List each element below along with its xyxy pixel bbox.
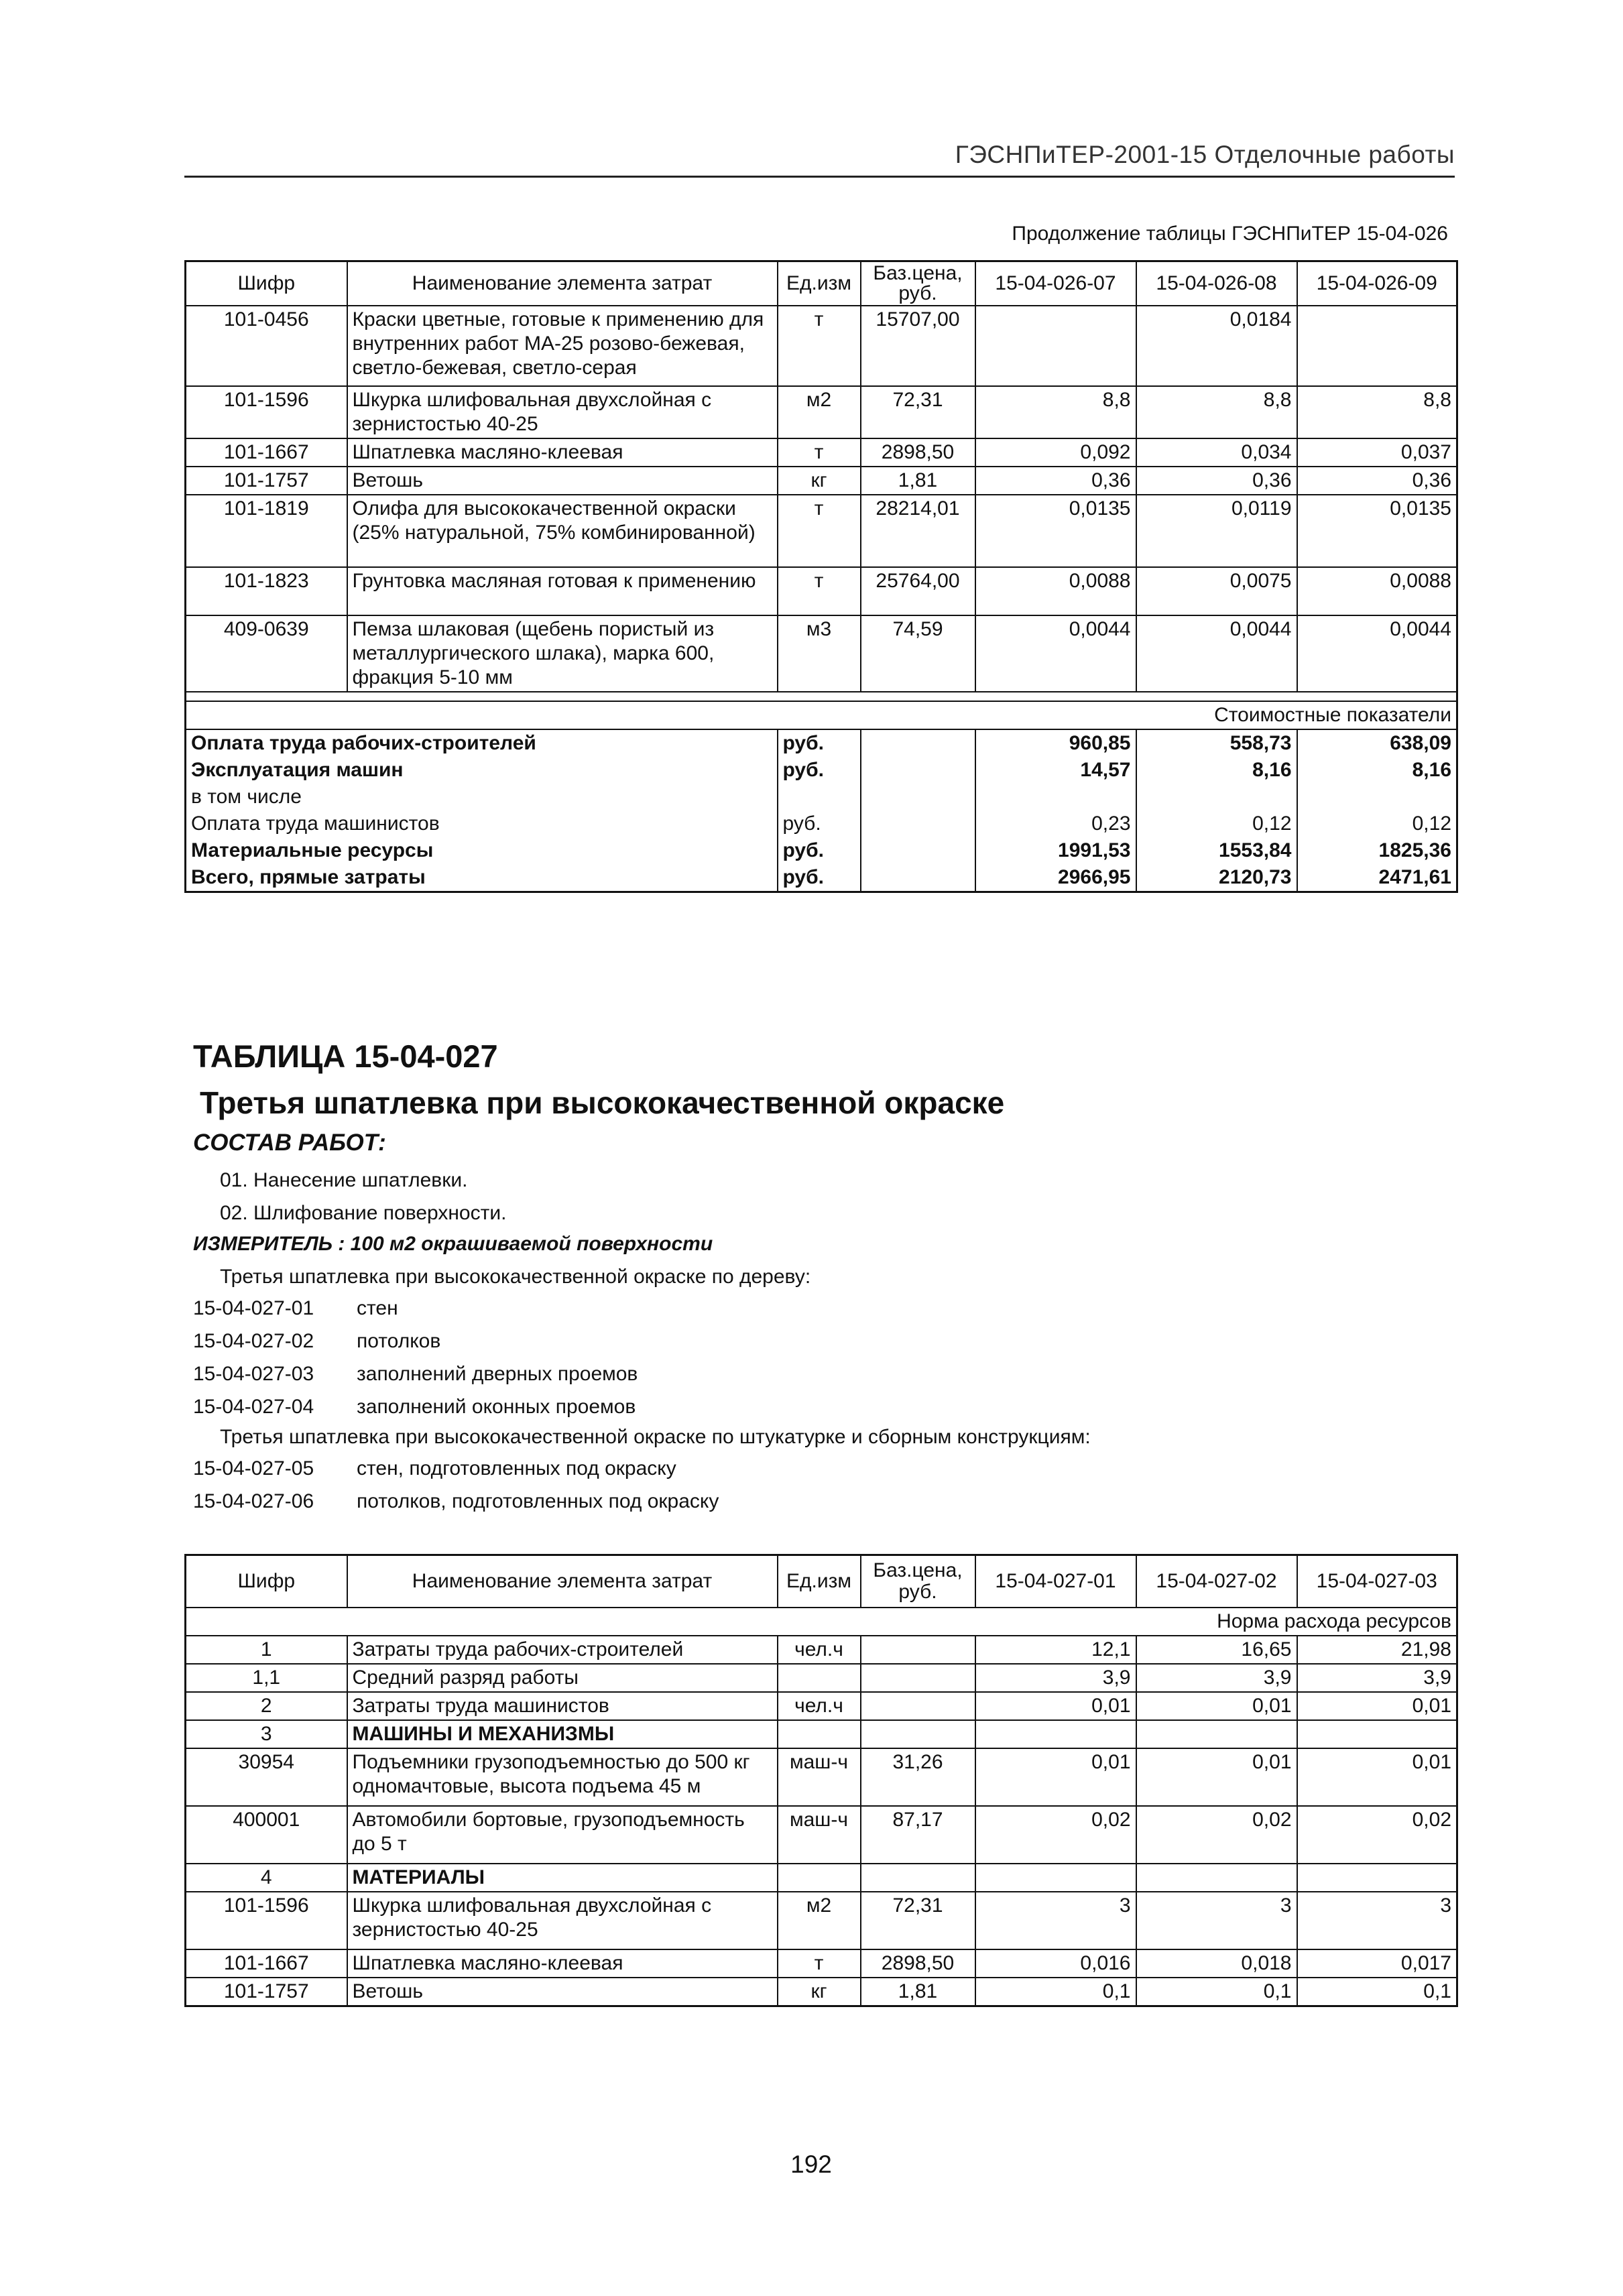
cell-price [861, 1664, 975, 1692]
cell-unit: чел.ч [778, 1636, 861, 1664]
cell-price: 72,31 [861, 386, 975, 438]
cell-value: 3,9 [1136, 1664, 1297, 1692]
cost-value: 14,57 [975, 757, 1136, 784]
spacer-cell [186, 692, 1457, 701]
table-row [186, 615, 1457, 692]
cost-unit: руб. [778, 729, 861, 757]
cell-price: 2898,50 [861, 438, 975, 467]
cell-value: 0,017 [1297, 1949, 1457, 1978]
cell-value [975, 1720, 1136, 1748]
cell-unit: м2 [778, 1892, 861, 1949]
code-desc: стен [357, 1297, 398, 1319]
table-row [186, 1748, 1457, 1806]
cell-value: 3,9 [975, 1664, 1136, 1692]
cell-value: 0,36 [1297, 467, 1457, 495]
cost-row [186, 757, 1457, 784]
code-id: 15-04-027-05 [193, 1457, 314, 1479]
table2-body [186, 1608, 1457, 2006]
cost-value: 0,23 [975, 810, 1136, 837]
code-id: 15-04-027-04 [193, 1396, 314, 1418]
cell-code: 30954 [186, 1748, 347, 1806]
cell-unit: маш-ч [778, 1748, 861, 1806]
page-number: 192 [790, 2151, 832, 2178]
cell-name: Краски цветные, готовые к применению для внутренних работ МА-25 розово-бежевая, светло-бежевая, светло-серая [347, 306, 778, 386]
col-header-c2: 15-04-026-08 [1136, 261, 1297, 306]
continuation-note: Продолжение таблицы ГЭСНПиТЕР 15-04-026 [1012, 223, 1448, 245]
cell-value: 0,01 [1136, 1692, 1297, 1720]
cost-unit: руб. [778, 837, 861, 864]
cost-value: 0,12 [1136, 810, 1297, 837]
table-row [186, 1664, 1457, 1692]
code-id: 15-04-027-01 [193, 1297, 314, 1319]
table-row [186, 1636, 1457, 1664]
cell-price: 31,26 [861, 1748, 975, 1806]
cost-price-empty [861, 729, 975, 757]
table-title: ТАБЛИЦА 15-04-027 [193, 1038, 498, 1074]
cell-name: Шкурка шлифовальная двухслойная с зернистостью 40-25 [347, 1892, 778, 1949]
running-header: ГЭСНПиТЕР-2001-15 Отделочные работы [955, 141, 1455, 168]
cost-value: 1825,36 [1297, 837, 1457, 864]
cell-unit: маш-ч [778, 1806, 861, 1864]
cell-value: 0,01 [1136, 1748, 1297, 1806]
table-row [186, 386, 1457, 438]
cell-value: 0,018 [1136, 1949, 1297, 1978]
cell-value: 0,0044 [975, 615, 1136, 692]
cell-code: 101-1596 [186, 1892, 347, 1949]
table-row [186, 306, 1457, 386]
cell-name: Затраты труда рабочих-строителей [347, 1636, 778, 1664]
cell-name: МАШИНЫ И МЕХАНИЗМЫ [347, 1720, 778, 1748]
col-header-c1: 15-04-026-07 [975, 261, 1136, 306]
col-header-c3: 15-04-027-03 [1297, 1555, 1457, 1608]
cell-value: 0,1 [975, 1978, 1136, 2006]
table-row [186, 1978, 1457, 2006]
cost-value: 2120,73 [1136, 864, 1297, 892]
cell-value: 0,0044 [1297, 615, 1457, 692]
cost-value: 960,85 [975, 729, 1136, 757]
cost-unit: руб. [778, 757, 861, 784]
table-row [186, 1892, 1457, 1949]
table-row [186, 1949, 1457, 1978]
spacer-row [186, 692, 1457, 701]
cell-value: 0,0135 [1297, 495, 1457, 567]
cell-value: 21,98 [1297, 1636, 1457, 1664]
work-composition-heading: СОСТАВ РАБОТ: [193, 1130, 386, 1156]
cost-name: в том числе [186, 784, 778, 810]
cell-name: Ветошь [347, 1978, 778, 2006]
col-header-name: Наименование элемента затрат [347, 261, 778, 306]
table1-body [186, 306, 1457, 892]
cell-name: МАТЕРИАЛЫ [347, 1864, 778, 1892]
cell-name: Средний разряд работы [347, 1664, 778, 1692]
cell-value [975, 1864, 1136, 1892]
cost-value: 558,73 [1136, 729, 1297, 757]
work-item: 01. Нанесение шпатлевки. [220, 1169, 468, 1191]
cell-value: 0,01 [975, 1748, 1136, 1806]
table-row [186, 567, 1457, 615]
cell-value: 0,037 [1297, 438, 1457, 467]
cell-name: Затраты труда машинистов [347, 1692, 778, 1720]
cell-unit: кг [778, 467, 861, 495]
table-15-04-026-continuation [184, 260, 1458, 893]
cell-value: 16,65 [1136, 1636, 1297, 1664]
table-row [186, 467, 1457, 495]
cell-value: 3 [1297, 1892, 1457, 1949]
table-row [186, 1806, 1457, 1864]
cell-unit: т [778, 1949, 861, 1978]
cell-price: 2898,50 [861, 1949, 975, 1978]
cell-code: 400001 [186, 1806, 347, 1864]
cell-value: 0,01 [1297, 1748, 1457, 1806]
table-15-04-027 [184, 1554, 1458, 2007]
cell-value: 12,1 [975, 1636, 1136, 1664]
intro-wood: Третья шпатлевка при высококачественной окраске по дереву: [220, 1266, 811, 1288]
col-header-code: Шифр [186, 1555, 347, 1608]
cost-unit: руб. [778, 810, 861, 837]
cell-value: 0,034 [1136, 438, 1297, 467]
cell-name: Автомобили бортовые, грузоподъемность до 5 т [347, 1806, 778, 1864]
cell-value: 0,36 [975, 467, 1136, 495]
cell-value: 3,9 [1297, 1664, 1457, 1692]
cost-row [186, 864, 1457, 892]
cost-value: 8,16 [1136, 757, 1297, 784]
code-id: 15-04-027-06 [193, 1490, 314, 1512]
code-desc: потолков, подготовленных под окраску [357, 1490, 719, 1512]
cell-price: 74,59 [861, 615, 975, 692]
col-header-price: Баз.цена, руб. [861, 1555, 975, 1608]
cost-unit: руб. [778, 864, 861, 892]
cell-name: Шпатлевка масляно-клеевая [347, 1949, 778, 1978]
intro-plaster: Третья шпатлевка при высококачественной окраске по штукатурке и сборным конструкциям: [220, 1426, 1091, 1448]
col-header-code: Шифр [186, 261, 347, 306]
cell-value [1297, 1864, 1457, 1892]
cell-value [1297, 306, 1457, 386]
code-desc: потолков [357, 1330, 441, 1352]
cell-price: 1,81 [861, 1978, 975, 2006]
cost-name: Материальные ресурсы [186, 837, 778, 864]
cell-code: 1,1 [186, 1664, 347, 1692]
cell-unit: чел.ч [778, 1692, 861, 1720]
cell-unit [778, 1664, 861, 1692]
header-rule [184, 176, 1455, 178]
cell-price [861, 1692, 975, 1720]
cell-value: 3 [975, 1892, 1136, 1949]
cell-unit: т [778, 306, 861, 386]
cell-unit: т [778, 495, 861, 567]
cell-code: 101-1667 [186, 1949, 347, 1978]
cell-value: 0,016 [975, 1949, 1136, 1978]
cost-header: Стоимостные показатели [186, 701, 1457, 729]
table-row [186, 438, 1457, 467]
cell-value: 8,8 [1136, 386, 1297, 438]
cell-value: 0,02 [975, 1806, 1136, 1864]
cost-value [1136, 784, 1297, 810]
cell-unit: т [778, 438, 861, 467]
cell-code: 101-0456 [186, 306, 347, 386]
cell-value [975, 306, 1136, 386]
cell-unit: кг [778, 1978, 861, 2006]
table-row [186, 495, 1457, 567]
cell-code: 101-1667 [186, 438, 347, 467]
cost-row [186, 837, 1457, 864]
cell-value: 0,0075 [1136, 567, 1297, 615]
table-row [186, 1864, 1457, 1892]
cell-value: 8,8 [975, 386, 1136, 438]
cell-price [861, 1864, 975, 1892]
cell-value: 0,01 [975, 1692, 1136, 1720]
cost-value: 2471,61 [1297, 864, 1457, 892]
table-row [186, 1720, 1457, 1748]
cost-price-empty [861, 784, 975, 810]
cell-price: 87,17 [861, 1806, 975, 1864]
cost-row [186, 810, 1457, 837]
code-desc: заполнений дверных проемов [357, 1363, 638, 1385]
cost-name: Эксплуатация машин [186, 757, 778, 784]
cost-value [975, 784, 1136, 810]
cell-price [861, 1720, 975, 1748]
cell-price: 25764,00 [861, 567, 975, 615]
col-header-c1: 15-04-027-01 [975, 1555, 1136, 1608]
cost-value [1297, 784, 1457, 810]
norm-header-row [186, 1608, 1457, 1636]
cell-unit: м2 [778, 386, 861, 438]
cell-unit [778, 1864, 861, 1892]
cell-price: 72,31 [861, 1892, 975, 1949]
cell-name: Шпатлевка масляно-клеевая [347, 438, 778, 467]
cell-value: 0,092 [975, 438, 1136, 467]
cost-name: Всего, прямые затраты [186, 864, 778, 892]
cell-unit: м3 [778, 615, 861, 692]
cost-value: 0,12 [1297, 810, 1457, 837]
cell-value: 0,36 [1136, 467, 1297, 495]
cell-code: 101-1823 [186, 567, 347, 615]
cost-value: 1991,53 [975, 837, 1136, 864]
col-header-name: Наименование элемента затрат [347, 1555, 778, 1608]
cell-value: 0,02 [1297, 1806, 1457, 1864]
cell-name: Олифа для высококачественной окраски (25% натуральной, 75% комбинированной) [347, 495, 778, 567]
cell-code: 101-1757 [186, 1978, 347, 2006]
code-desc: стен, подготовленных под окраску [357, 1457, 676, 1479]
cost-price-empty [861, 810, 975, 837]
cell-name: Ветошь [347, 467, 778, 495]
cell-code: 1 [186, 1636, 347, 1664]
cell-value: 8,8 [1297, 386, 1457, 438]
cell-value: 0,0088 [975, 567, 1136, 615]
col-header-c2: 15-04-027-02 [1136, 1555, 1297, 1608]
cell-value: 0,1 [1136, 1978, 1297, 2006]
cost-price-empty [861, 837, 975, 864]
cell-code: 2 [186, 1692, 347, 1720]
work-item: 02. Шлифование поверхности. [220, 1202, 507, 1224]
cell-code: 409-0639 [186, 615, 347, 692]
col-header-unit: Ед.изм [778, 1555, 861, 1608]
col-header-c3: 15-04-026-09 [1297, 261, 1457, 306]
cell-name: Пемза шлаковая (щебень пористый из металлургического шлака), марка 600, фракция 5-10 мм [347, 615, 778, 692]
cell-price [861, 1636, 975, 1664]
cell-code: 101-1757 [186, 467, 347, 495]
cost-price-empty [861, 757, 975, 784]
code-desc: заполнений оконных проемов [357, 1396, 636, 1418]
code-id: 15-04-027-03 [193, 1363, 314, 1385]
col-header-unit: Ед.изм [778, 261, 861, 306]
cell-value: 0,01 [1297, 1692, 1457, 1720]
cell-value [1136, 1864, 1297, 1892]
cell-price: 1,81 [861, 467, 975, 495]
cost-name: Оплата труда машинистов [186, 810, 778, 837]
table-subtitle: Третья шпатлевка при высококачественной окраске [200, 1085, 1005, 1120]
cell-code: 101-1819 [186, 495, 347, 567]
cell-value: 0,0135 [975, 495, 1136, 567]
cell-unit: т [778, 567, 861, 615]
cell-unit [778, 1720, 861, 1748]
cell-price: 15707,00 [861, 306, 975, 386]
cell-value: 0,0088 [1297, 567, 1457, 615]
col-header-price: Баз.цена, руб. [861, 261, 975, 306]
code-id: 15-04-027-02 [193, 1330, 314, 1352]
cell-name: Подъемники грузоподъемностью до 500 кг одномачтовые, высота подъема 45 м [347, 1748, 778, 1806]
norm-header: Норма расхода ресурсов [186, 1608, 1457, 1636]
cell-code: 101-1596 [186, 386, 347, 438]
cost-price-empty [861, 864, 975, 892]
meter-line: ИЗМЕРИТЕЛЬ : 100 м2 окрашиваемой поверхности [193, 1233, 713, 1255]
cost-unit [778, 784, 861, 810]
cell-value: 0,0119 [1136, 495, 1297, 567]
cost-value: 638,09 [1297, 729, 1457, 757]
cell-value [1136, 1720, 1297, 1748]
cost-name: Оплата труда рабочих-строителей [186, 729, 778, 757]
cell-value: 0,0044 [1136, 615, 1297, 692]
table-row [186, 1692, 1457, 1720]
cost-row [186, 729, 1457, 757]
cell-code: 4 [186, 1864, 347, 1892]
cost-header-row [186, 701, 1457, 729]
cell-code: 3 [186, 1720, 347, 1748]
cell-name: Шкурка шлифовальная двухслойная с зернистостью 40-25 [347, 386, 778, 438]
cell-value: 0,1 [1297, 1978, 1457, 2006]
cell-value: 0,02 [1136, 1806, 1297, 1864]
cost-value: 1553,84 [1136, 837, 1297, 864]
cost-row [186, 784, 1457, 810]
cell-value: 3 [1136, 1892, 1297, 1949]
cell-value [1297, 1720, 1457, 1748]
cell-price: 28214,01 [861, 495, 975, 567]
cost-value: 8,16 [1297, 757, 1457, 784]
cost-value: 2966,95 [975, 864, 1136, 892]
cell-name: Грунтовка масляная готовая к применению [347, 567, 778, 615]
cell-value: 0,0184 [1136, 306, 1297, 386]
